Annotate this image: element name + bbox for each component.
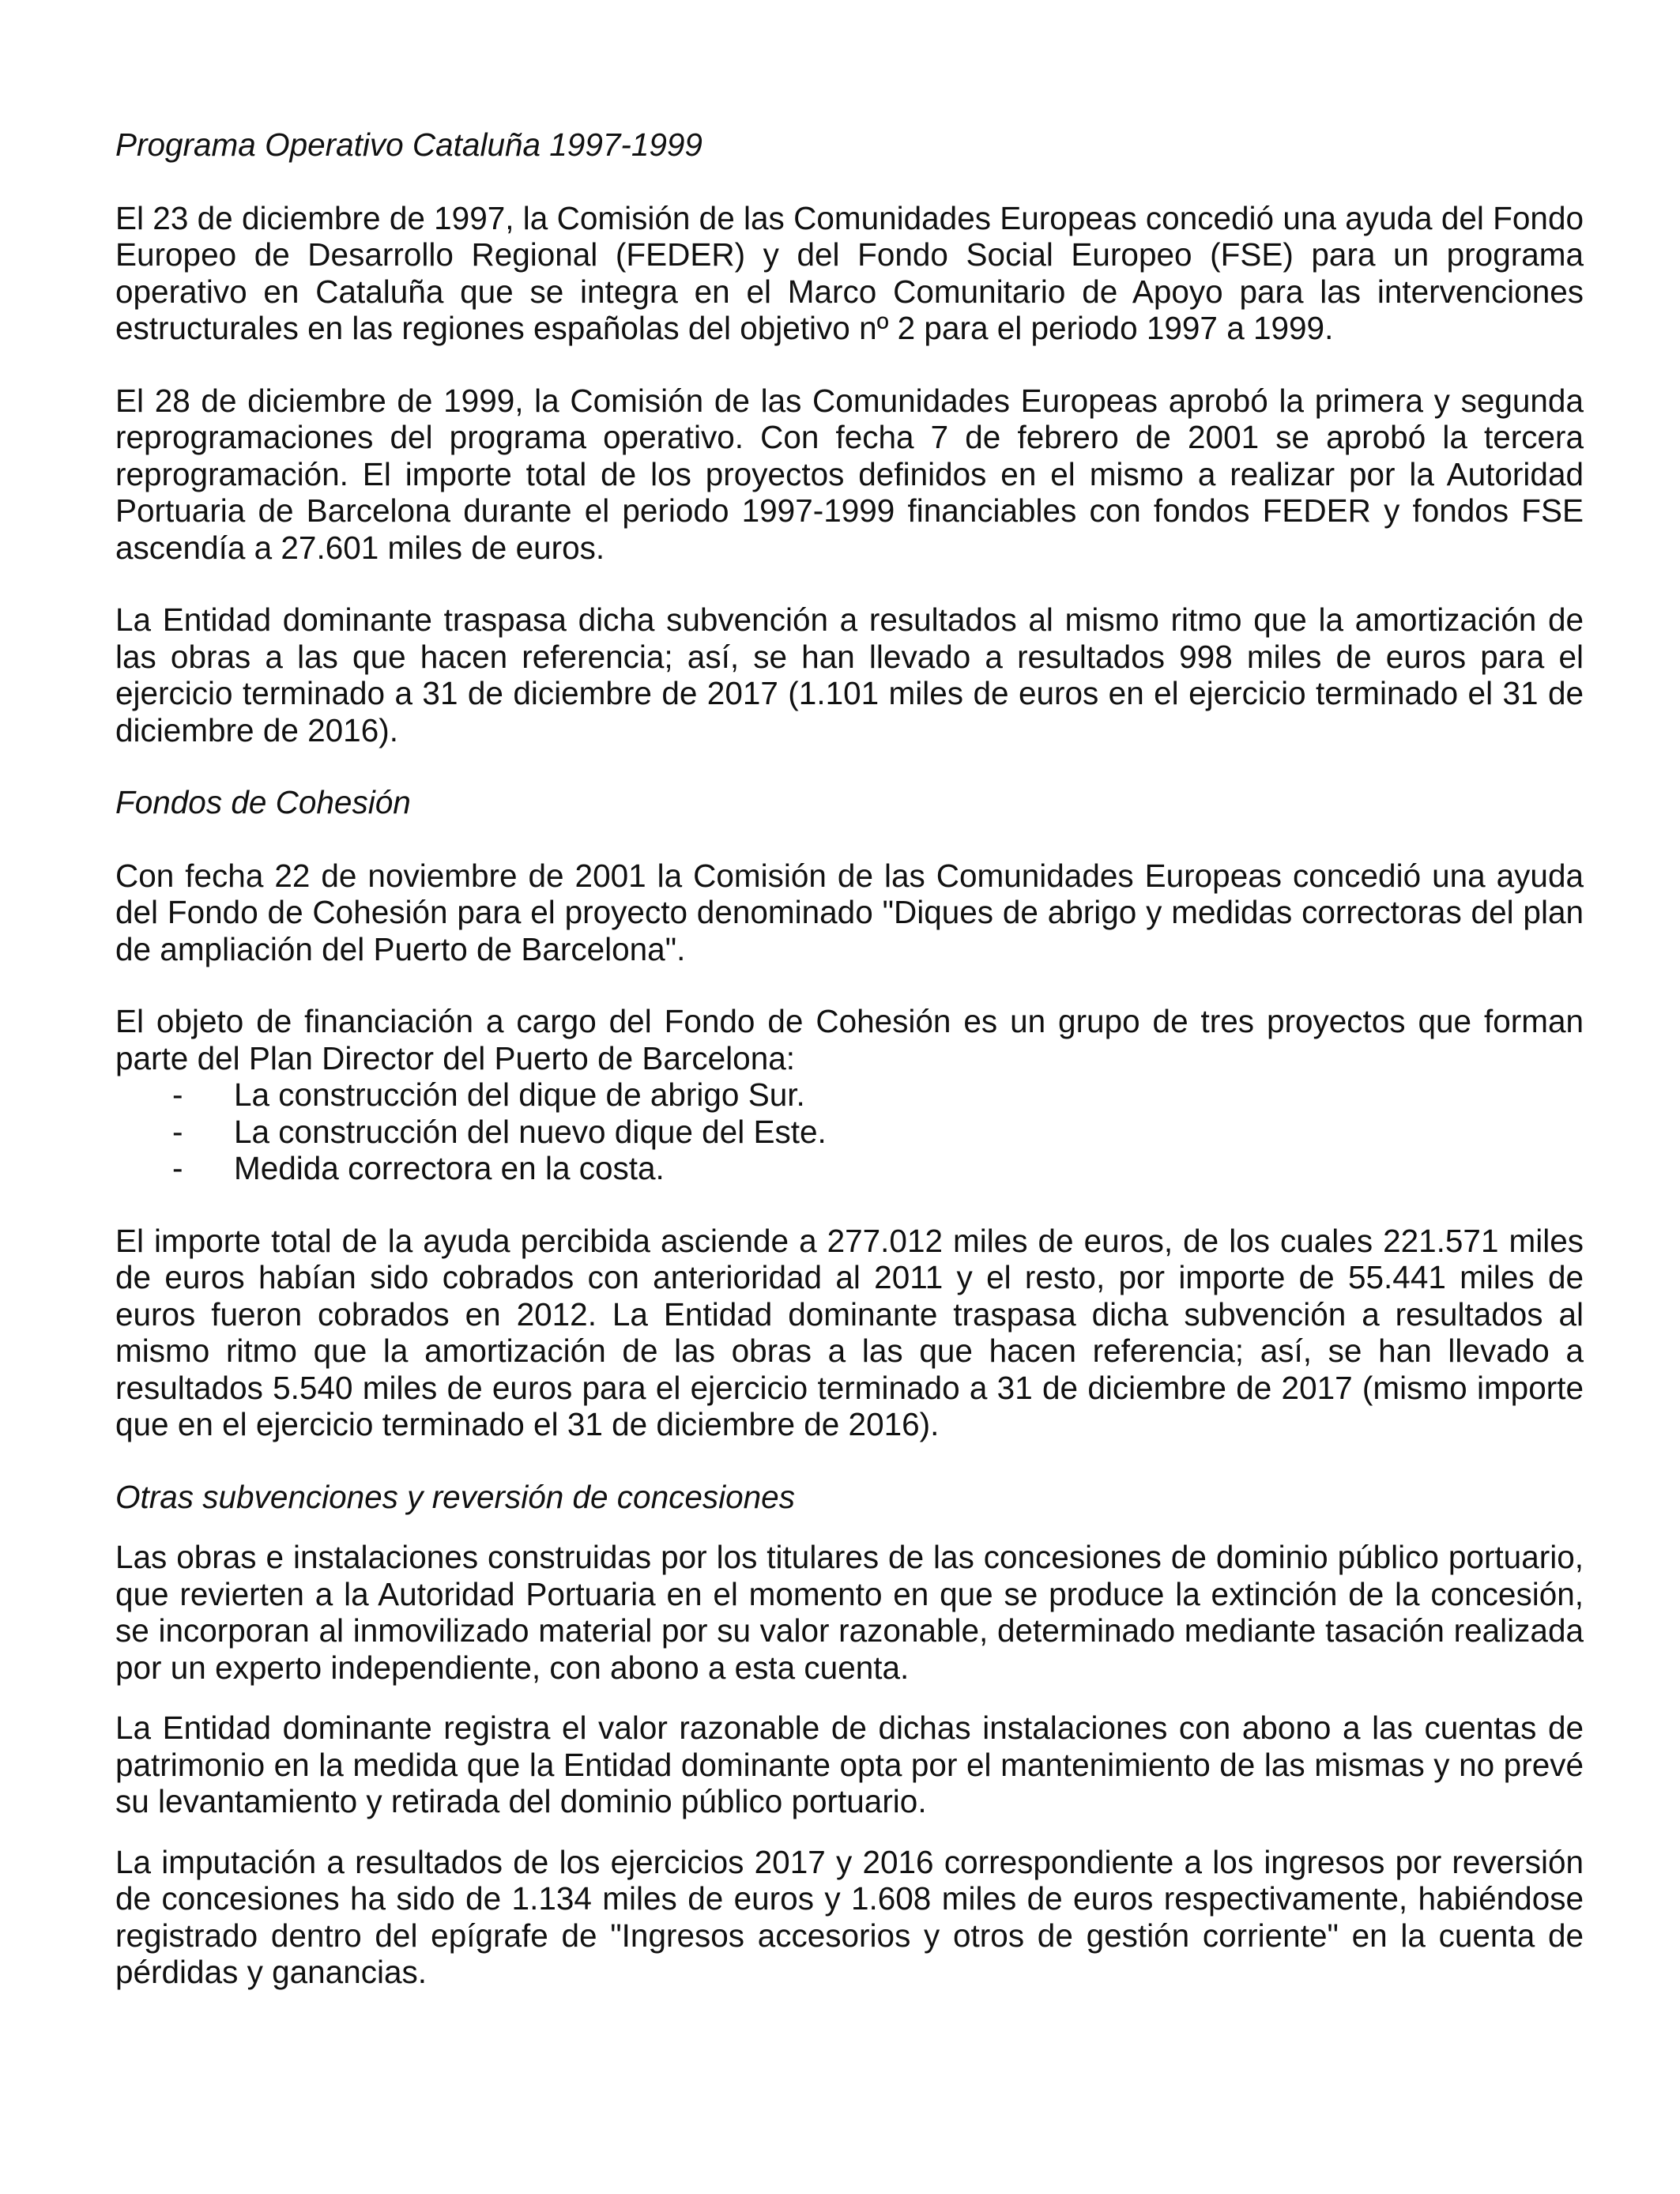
section-heading-otras-subvenciones: Otras subvenciones y reversión de concesiones (115, 1478, 795, 1515)
paragraph-cohesion-fund-aid: Con fecha 22 de noviembre de 2001 la Comisión de las Comunidades Europeas concedió una ayuda del Fondo de Cohesión para el proyecto denominado "Diques de abrigo y medidas correctoras del plan de ampliación del Puerto de Barcelona". (115, 857, 1584, 967)
document-page (115, 126, 1584, 1991)
paragraph-subsidy-transfer-feder: La Entidad dominante traspasa dicha subvención a resultados al mismo ritmo que la amortización de las obras a las que hacen referencia; así, se han llevado a resultados 998 miles de euros para el ejercicio terminado a 31 de diciembre de 2017 (1.101 miles de euros en el ejercicio terminado el 31 de diciembre de 2016). (115, 601, 1584, 748)
list-item-text: La construcción del nuevo dique del Este. (234, 1113, 827, 1150)
list-dash: - (172, 1150, 183, 1186)
paragraph-total-aid-amount: El importe total de la ayuda percibida asciende a 277.012 miles de euros, de los cuales 221.571 miles de euros habían sido cobrados con anterioridad al 2011 y el resto, por importe de 55.441 miles de euros fueron cobrados en 2012. La Entidad dominante traspasa dicha subvención a resultados al mismo ritmo que la amortización de las obras a las que hacen referencia; así, se han llevado a resultados 5.540 miles de euros para el ejercicio terminado a 31 de diciembre de 2017 (mismo importe que en el ejercicio terminado el 31 de diciembre de 2016). (115, 1222, 1584, 1442)
section-heading-fondos-cohesion: Fondos de Cohesión (115, 784, 411, 820)
paragraph-concession-works: Las obras e instalaciones construidas por los titulares de las concesiones de dominio público portuario, que revierten a la Autoridad Portuaria en el momento en que se produce la extinción de la concesión, se incorporan al inmovilizado material por su valor razonable, determinado mediante tasación realizada por un experto independiente, con abono a esta cuenta. (115, 1539, 1584, 1686)
paragraph-financing-object: El objeto de financiación a cargo del Fondo de Cohesión es un grupo de tres proyectos que forman parte del Plan Director del Puerto de Barcelona: (115, 1003, 1584, 1076)
list-dash: - (172, 1113, 183, 1150)
paragraph-reversion-income: La imputación a resultados de los ejercicios 2017 y 2016 correspondiente a los ingresos por reversión de concesiones ha sido de 1.134 miles de euros y 1.608 miles de euros respectivamente, habiéndose registrado dentro del epígrafe de "Ingresos accesorios y otros de gestión corriente" en la cuenta de pérdidas y ganancias. (115, 1843, 1584, 1990)
projects-list (115, 1076, 1584, 1187)
list-item (115, 1150, 1584, 1187)
list-item (115, 1076, 1584, 1114)
list-dash: - (172, 1076, 183, 1113)
paragraph-reprogramming: El 28 de diciembre de 1999, la Comisión de las Comunidades Europeas aprobó la primera y segunda reprogramaciones del programa operativo. Con fecha 7 de febrero de 2001 se aprobó la tercera reprogramación. El importe total de los proyectos definidos en el mismo a realizar por la Autoridad Portuaria de Barcelona durante el periodo 1997-1999 financiables con fondos FEDER y fondos FSE ascendía a 27.601 miles de euros. (115, 382, 1584, 566)
list-item-text: Medida correctora en la costa. (234, 1150, 665, 1186)
paragraph-feder-fse-aid: El 23 de diciembre de 1997, la Comisión de las Comunidades Europeas concedió una ayuda del Fondo Europeo de Desarrollo Regional (FEDER) y del Fondo Social Europeo (FSE) para un programa operativo en Cataluña que se integra en el Marco Comunitario de Apoyo para las intervenciones estructurales en las regiones españolas del objetivo nº 2 para el periodo 1997 a 1999. (115, 199, 1584, 346)
section-heading-programa-operativo: Programa Operativo Cataluña 1997-1999 (115, 126, 703, 163)
paragraph-fair-value-registration: La Entidad dominante registra el valor razonable de dichas instalaciones con abono a las cuentas de patrimonio en la medida que la Entidad dominante opta por el mantenimiento de las mismas y no prevé su levantamiento y retirada del dominio público portuario. (115, 1710, 1584, 1819)
list-item (115, 1114, 1584, 1151)
list-item-text: La construcción del dique de abrigo Sur. (234, 1076, 805, 1113)
